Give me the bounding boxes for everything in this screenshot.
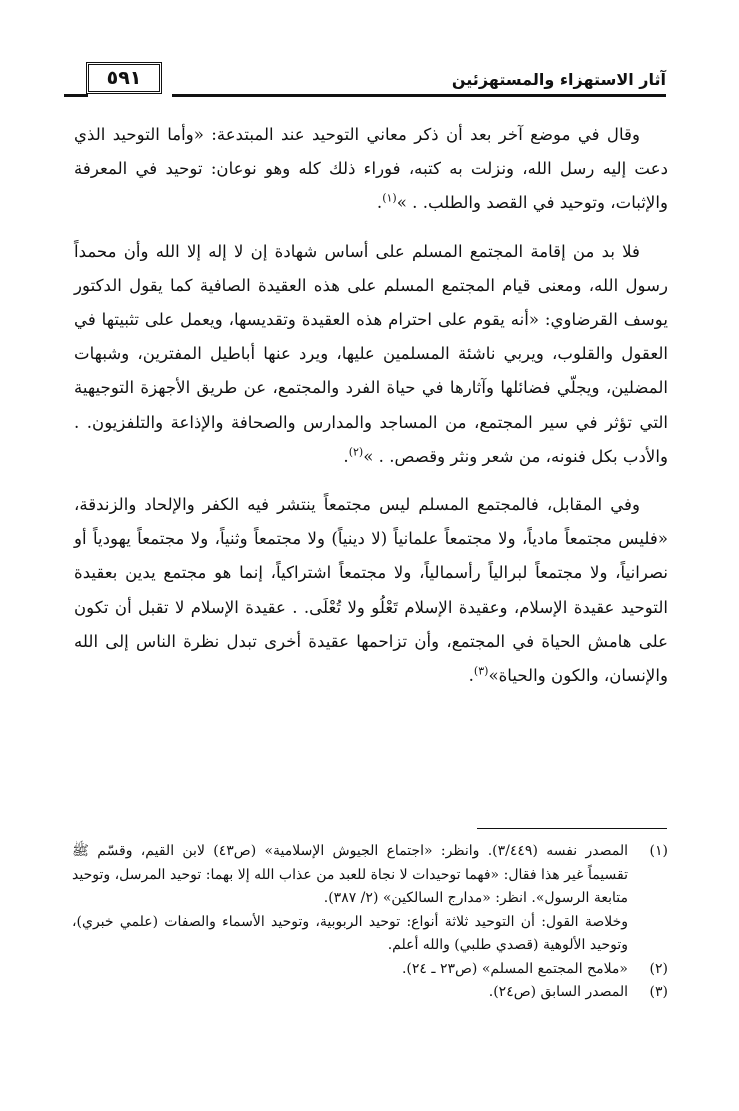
running-header xyxy=(64,62,666,106)
page-number-box xyxy=(86,62,162,94)
paragraph: فلا بد من إقامة المجتمع المسلم على أساس شهادة إن لا إله إلا الله وأن محمداً رسول الله، ومعنى قيام المجتمع المسلم على هذه العقيدة الصافية كما يقول الدكتور يوسف القرضاوي: «أنه يقوم على احترام هذه العقيدة وتقديسها، ويعمل على تثبيتها في العقول والقلوب، ويربي ناشئة المسلمين عليها، ويرد عنها أباطيل المفترين، وشبهات المضلين، ويجلّي فضائلها وآثارها في حياة الفرد والمجتمع، عن طريق الأجهزة التوجيهية التي تؤثر في سير المجتمع، من المساجد والمدارس والصحافة والإذاعة والتلفزيون. . والأدب بكل فنونه، من شعر ونثر وقصص. . »$^{(٢)}$. xyxy=(74,241,668,466)
paragraph: وفي المقابل، فالمجتمع المسلم ليس مجتمعاً ينتشر فيه الكفر والإلحاد والزندقة، «فليس مجتمعاً مادياً، ولا مجتمعاً علمانياً (لا دينياً) ولا مجتمعاً وثنياً، ولا مجتمعاً يهودياً أو نصرانياً، ولا مجتمعاً لبرالياً رأسمالياً، ولا مجتمعاً اشتراكياً، إنما هو مجتمع يدين بعقيدة التوحيد عقيدة الإسلام، وعقيدة الإسلام تَعْلُو ولا تُعْلَى. . عقيدة الإسلام لا تقبل أن تكون على هامش الحياة في المجتمع، وأن تزاحمها عقيدة أخرى تبدل نظرة الناس إلى الله والإنسان، والكون والحياة»$^{(٣)}$. xyxy=(74,495,668,686)
footnote-text: «ملامح المجتمع المسلم» (ص٢٣ ـ ٢٤). xyxy=(401,960,628,977)
paragraph: وقال في موضع آخر بعد أن ذكر معاني التوحيد عند المبتدعة: «وأما التوحيد الذي دعت إليه رسل الله، ونزلت به كتبه، فوراء ذلك كله وهو نوعان: توحيد في المعرفة والإثبات، وتوحيد في القصد والطلب. . »$^{(١)}$. xyxy=(74,125,668,213)
footnote-text: المصدر نفسه (٣/٤٤٩). وانظر: «اجتماع الجيوش الإسلامية» (ص٤٣) لابن القيم، وقسّم ﷺ تقسيماً غير هذا فقال: «فهما توحيدات لا نجاة للعبد من عذاب الله إلا بهما: توحيد المرسل، وتوحيد متابعة الرسول». انظر: «مدارج السالكين» (٢/ ٣٨٧). xyxy=(72,843,628,906)
footnote xyxy=(72,840,668,958)
header-rule-tail xyxy=(64,94,88,97)
footnote-separator xyxy=(477,828,667,829)
footnote-ref: (٣) xyxy=(473,664,489,678)
footnote-number: (١) xyxy=(649,843,668,859)
footnotes xyxy=(72,840,668,1005)
footnote-text: وخلاصة القول: أن التوحيد ثلاثة أنواع: توحيد الربوبية، وتوحيد الأسماء والصفات (علمي خبري)، وتوحيد الألوهية (قصدي طلبي) والله أعلم. xyxy=(72,913,628,953)
header-rule xyxy=(172,94,666,97)
footnote-text: المصدر السابق (ص٢٤). xyxy=(488,984,628,1000)
main-text xyxy=(74,118,668,707)
footnote xyxy=(72,958,668,982)
footnote-ref: (١) xyxy=(382,191,397,205)
page-number: ٥٩١ xyxy=(106,67,142,89)
footnote xyxy=(72,981,668,1005)
header-title: آثار الاستهزاء والمستهزئين xyxy=(451,70,666,89)
footnote-number: (٢) xyxy=(649,960,668,977)
footnote-number: (٣) xyxy=(649,984,668,1000)
footnote-ref: (٢) xyxy=(348,445,364,459)
